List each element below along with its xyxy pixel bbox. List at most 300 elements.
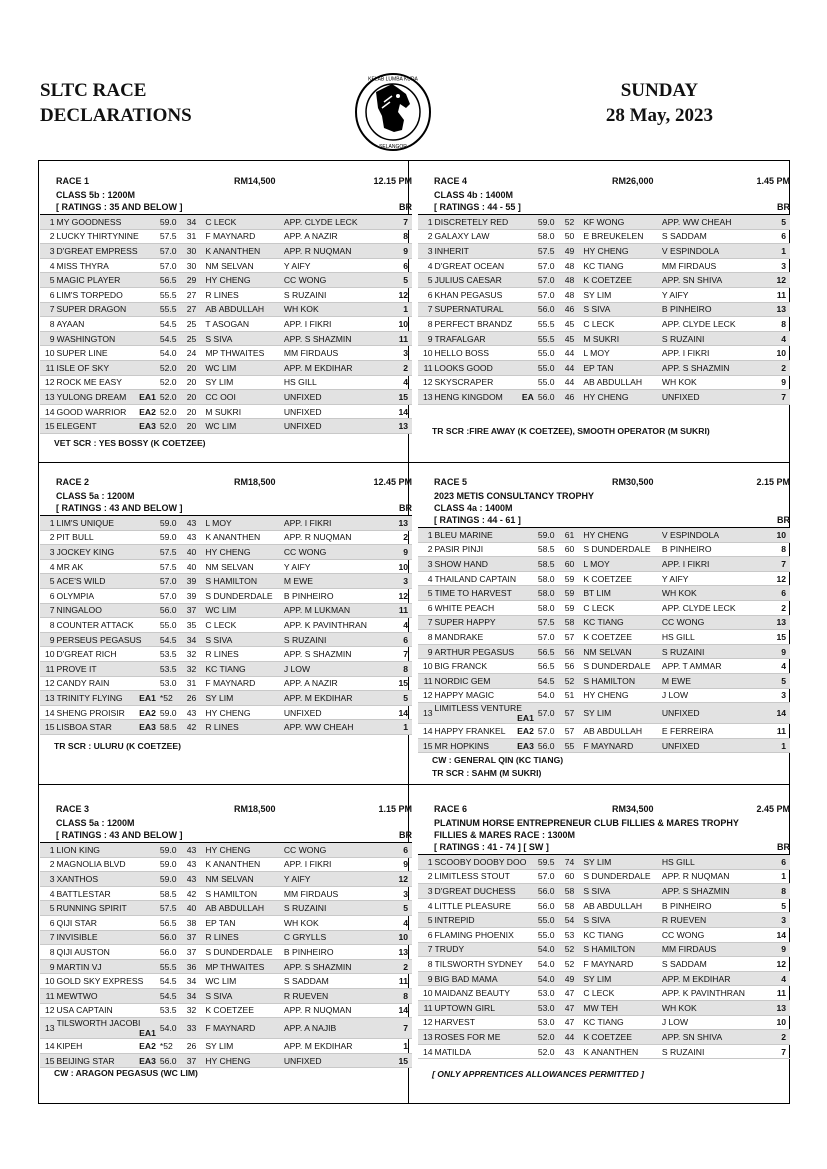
jockey: C LECK [205, 618, 284, 633]
trainer: UNFIXED [284, 1053, 387, 1068]
jockey: WC LIM [205, 974, 284, 989]
runner-number: 15 [40, 1053, 57, 1068]
weight: 56.0 [538, 898, 565, 913]
runner-row [418, 273, 790, 288]
trainer: APP. M LUKMAN [284, 603, 387, 618]
barrier: 9 [765, 375, 790, 390]
ratings-row [418, 842, 790, 854]
weight: 58.0 [538, 586, 565, 601]
rating: 39 [187, 574, 206, 589]
race-time: 2.15 PM [756, 477, 790, 487]
runner-number: 7 [40, 302, 57, 317]
jockey: AB ABDULLAH [583, 898, 662, 913]
race-title-row [40, 804, 412, 818]
race-block-6 [418, 804, 790, 1059]
rating: 37 [187, 930, 206, 945]
barrier: 10 [765, 346, 790, 361]
trainer: APP. WW CHEAH [284, 720, 387, 735]
horse-name-text: JULIUS CAESAR [434, 275, 502, 286]
jockey: HY CHENG [205, 1053, 284, 1068]
horse-name [57, 375, 160, 390]
barrier: 8 [387, 661, 412, 676]
horse-name-text: TIME TO HARVEST [434, 588, 512, 599]
weight: 59.0 [160, 705, 187, 720]
runner-row [40, 945, 412, 960]
weight: 57.5 [538, 615, 565, 630]
trainer: B PINHEIRO [662, 898, 765, 913]
jockey: NM SELVAN [205, 872, 284, 887]
rating: 47 [565, 1015, 584, 1030]
runner-number: 14 [40, 404, 57, 419]
weight: 57.0 [538, 724, 565, 739]
horse-name [57, 618, 160, 633]
weight: 59.0 [160, 516, 187, 531]
runner-row [418, 724, 790, 739]
horse-name-text: D'GREAT EMPRESS [56, 245, 138, 256]
barrier: 9 [765, 942, 790, 957]
horse-name-text: PERFECT BRANDZ [434, 318, 513, 329]
svg-text:KELAB LUMBA KUDA: KELAB LUMBA KUDA [368, 76, 418, 83]
horse-name [57, 273, 160, 288]
rating: 36 [187, 959, 206, 974]
rating: 43 [187, 530, 206, 545]
horse-name-text: ROCK ME EASY [56, 377, 122, 388]
horse-name-text: LIM'S TORPEDO [56, 289, 123, 300]
horse-name [57, 691, 160, 706]
horse-name-text: D'GREAT DUCHESS [434, 885, 516, 896]
horse-name [57, 404, 160, 419]
rating: 38 [187, 915, 206, 930]
runner-row [40, 1018, 412, 1039]
rating: 48 [565, 287, 584, 302]
barrier: 6 [765, 586, 790, 601]
race-name: RACE 6 [434, 804, 468, 814]
trainer: C GRYLLS [284, 930, 387, 945]
barrier: 1 [387, 720, 412, 735]
runner-row [40, 930, 412, 945]
trainer: V ESPINDOLA [662, 528, 765, 543]
runner-number: 3 [418, 244, 435, 259]
trainer: R RUEVEN [284, 988, 387, 1003]
emergency-acceptor-tag: EA1 [139, 692, 156, 703]
ratings-row [418, 202, 790, 214]
barrier: 3 [765, 913, 790, 928]
jockey: F MAYNARD [583, 957, 662, 972]
weight: 55.5 [160, 287, 187, 302]
barrier: 7 [765, 390, 790, 405]
rating: 54 [565, 913, 584, 928]
ratings-band: [ RATINGS : 43 AND BELOW ] [56, 503, 183, 513]
trophy-name: 2023 METIS CONSULTANCY TROPHY [434, 491, 595, 501]
rating: 27 [187, 302, 206, 317]
horse-name-text: HAPPY MAGIC [434, 690, 495, 701]
runner-number: 8 [418, 957, 435, 972]
barrier: 10 [387, 559, 412, 574]
runner-number: 14 [418, 724, 435, 739]
horse-name [435, 898, 538, 913]
rating: 25 [187, 317, 206, 332]
horse-name-text: WHITE PEACH [434, 602, 495, 613]
runner-row [418, 913, 790, 928]
horse-name-text: BIG FRANCK [434, 661, 488, 672]
runner-number: 11 [418, 673, 435, 688]
runner-number: 13 [418, 703, 435, 724]
trainer: S RUZAINI [662, 331, 765, 346]
barrier-header: BR [399, 830, 412, 840]
weight: 56.0 [160, 930, 187, 945]
runner-number: 11 [40, 661, 57, 676]
jockey: S HAMILTON [583, 673, 662, 688]
trainer: MM FIRDAUS [284, 346, 387, 361]
runner-row [40, 516, 412, 531]
runner-number: 1 [40, 843, 57, 858]
runner-row [40, 404, 412, 419]
runner-row [418, 244, 790, 259]
row-divider [38, 784, 790, 785]
weight: 55.0 [160, 618, 187, 633]
weight: 58.0 [538, 571, 565, 586]
barrier: 2 [387, 360, 412, 375]
trainer: APP. M EKDIHAR [284, 1039, 387, 1054]
horse-name [57, 215, 160, 230]
barrier: 15 [387, 676, 412, 691]
horse-name [435, 557, 538, 572]
jockey: MW TEH [583, 1000, 662, 1015]
trainer: S SADDAM [284, 974, 387, 989]
date-label: 28 May, 2023 [605, 105, 713, 126]
trainer: APP. CLYDE LECK [662, 600, 765, 615]
runner-row [40, 603, 412, 618]
rating: 33 [187, 1018, 206, 1039]
emergency-acceptor-tag: EA3 [139, 1055, 156, 1066]
document-title [40, 78, 192, 128]
jockey: C LECK [583, 986, 662, 1001]
runner-row [40, 886, 412, 901]
runner-number: 7 [418, 942, 435, 957]
barrier: 13 [387, 516, 412, 531]
jockey: HY CHENG [205, 843, 284, 858]
weight: 53.0 [538, 1015, 565, 1030]
runner-row [418, 644, 790, 659]
barrier: 2 [387, 530, 412, 545]
rating: 27 [187, 287, 206, 302]
rating: 40 [187, 545, 206, 560]
horse-name-text: LIMITLESS STOUT [434, 871, 510, 882]
race-name: RACE 1 [56, 176, 90, 186]
rating: 59 [565, 586, 584, 601]
trainer: Y AIFY [662, 571, 765, 586]
weight: 55.0 [538, 913, 565, 928]
runner-row [40, 988, 412, 1003]
horse-name [435, 331, 538, 346]
barrier: 4 [387, 915, 412, 930]
runner-number: 5 [418, 913, 435, 928]
jockey: WC LIM [205, 360, 284, 375]
barrier: 6 [765, 855, 790, 870]
trainer: B PINHEIRO [284, 588, 387, 603]
barrier: 15 [765, 630, 790, 645]
horse-name-text: CANDY RAIN [56, 678, 110, 689]
horse-name [435, 855, 538, 870]
horse-name [57, 988, 160, 1003]
weight: 56.5 [538, 659, 565, 674]
trainer: APP. S SHAZMIN [662, 360, 765, 375]
jockey: AB ABDULLAH [205, 901, 284, 916]
runner-number: 1 [418, 215, 435, 230]
trainer: APP. SN SHIVA [662, 273, 765, 288]
runner-number: 3 [418, 557, 435, 572]
jockey: HY CHENG [583, 688, 662, 703]
horse-name-text: BIG BAD MAMA [434, 973, 498, 984]
weight: 59.0 [538, 528, 565, 543]
trainer: R RUEVEN [662, 913, 765, 928]
weight: 56.0 [538, 884, 565, 899]
weight: 53.0 [160, 676, 187, 691]
rating: 59 [565, 571, 584, 586]
race-name: RACE 2 [56, 477, 90, 487]
runner-row [418, 571, 790, 586]
race-time: 1.45 PM [756, 176, 790, 186]
weight: 57.0 [538, 630, 565, 645]
emergency-acceptor-tag: EA3 [139, 722, 156, 733]
trainer: MM FIRDAUS [662, 258, 765, 273]
horse-name-text: GOLD SKY EXPRESS [56, 976, 144, 987]
jockey: S SIVA [205, 331, 284, 346]
weight: 54.0 [160, 346, 187, 361]
runner-number: 3 [40, 244, 57, 259]
barrier: 8 [765, 542, 790, 557]
runner-number: 3 [40, 872, 57, 887]
jockey: HY CHENG [205, 545, 284, 560]
ratings-row [40, 503, 412, 515]
rating: 25 [187, 331, 206, 346]
weight: 55.5 [538, 331, 565, 346]
runner-number: 8 [418, 630, 435, 645]
runner-number: 5 [40, 574, 57, 589]
trainer: J LOW [662, 1015, 765, 1030]
jockey: EP TAN [205, 915, 284, 930]
runner-row [418, 215, 790, 230]
trainer: APP. SN SHIVA [662, 1030, 765, 1045]
trainer: S SADDAM [662, 229, 765, 244]
runner-row [40, 691, 412, 706]
weight: 57.5 [160, 559, 187, 574]
horse-name-text: THAILAND CAPTAIN [434, 573, 517, 584]
horse-name-text: TILSWORTH SYDNEY [434, 958, 523, 969]
trainer: J LOW [662, 688, 765, 703]
weight: 54.0 [538, 971, 565, 986]
jockey: SY LIM [205, 375, 284, 390]
runner-row [40, 915, 412, 930]
emergency-acceptor-tag: EA2 [139, 707, 156, 718]
horse-name [57, 258, 160, 273]
barrier: 14 [387, 404, 412, 419]
runner-number: 15 [418, 738, 435, 753]
horse-name-text: TRUDY [434, 944, 465, 955]
jockey: E BREUKELEN [583, 229, 662, 244]
runner-number: 12 [40, 1003, 57, 1018]
race-class: FILLIES & MARES RACE : 1300M [434, 830, 576, 840]
weight: 55.5 [160, 959, 187, 974]
jockey: KC TIANG [205, 661, 284, 676]
barrier: 13 [765, 1000, 790, 1015]
jockey: C LECK [583, 600, 662, 615]
jockey: MP THWAITES [205, 346, 284, 361]
runner-number: 13 [418, 390, 435, 405]
rating: 60 [565, 869, 584, 884]
title-line-1: SLTC RACE [40, 80, 147, 101]
rating: 52 [565, 673, 584, 688]
runner-row [418, 542, 790, 557]
jockey: T ASOGAN [205, 317, 284, 332]
jockey: AB ABDULLAH [583, 724, 662, 739]
trainer: APP. CLYDE LECK [662, 317, 765, 332]
trainer: APP. I FIKRI [662, 346, 765, 361]
horse-name [57, 647, 160, 662]
trainer: APP. I FIKRI [662, 557, 765, 572]
runner-row [418, 884, 790, 899]
runner-number: 1 [418, 855, 435, 870]
weight: 55.5 [538, 317, 565, 332]
runner-row [418, 688, 790, 703]
rating: 31 [187, 676, 206, 691]
rating: 43 [187, 705, 206, 720]
weight: 56.0 [160, 1053, 187, 1068]
horse-name-text: ACE'S WILD [56, 576, 106, 587]
runner-row [40, 530, 412, 545]
trainer: UNFIXED [284, 705, 387, 720]
emergency-acceptor-tag: EA2 [517, 725, 534, 736]
jockey: S DUNDERDALE [583, 869, 662, 884]
horse-name-text: GALAXY LAW [434, 231, 490, 242]
rating: 47 [565, 986, 584, 1001]
weight: 54.0 [538, 957, 565, 972]
barrier: 1 [765, 244, 790, 259]
horse-name-text: AYAAN [56, 318, 85, 329]
horse-name [57, 886, 160, 901]
horse-name-text: ROSES FOR ME [434, 1031, 501, 1042]
runner-number: 9 [40, 331, 57, 346]
runner-number: 6 [40, 287, 57, 302]
trainer: M EWE [284, 574, 387, 589]
horse-name [435, 346, 538, 361]
weight: 57.0 [160, 258, 187, 273]
weight: 55.5 [160, 302, 187, 317]
weight: 57.0 [160, 244, 187, 259]
jockey: L MOY [583, 346, 662, 361]
barrier: 11 [765, 986, 790, 1001]
horse-name [435, 1000, 538, 1015]
title-line-2: DECLARATIONS [40, 105, 192, 126]
rating: 52 [565, 942, 584, 957]
runner-row [40, 720, 412, 735]
race-class: CLASS 5a : 1200M [56, 491, 135, 501]
horse-name-text: NORDIC GEM [434, 675, 491, 686]
weight: 55.0 [538, 927, 565, 942]
rating: 48 [565, 273, 584, 288]
trainer: HS GILL [662, 630, 765, 645]
rating: 32 [187, 661, 206, 676]
jockey: MP THWAITES [205, 959, 284, 974]
trainer: HS GILL [284, 375, 387, 390]
runner-number: 6 [418, 287, 435, 302]
horse-name [435, 600, 538, 615]
weight: 58.5 [538, 542, 565, 557]
weight: 55.0 [538, 346, 565, 361]
barrier: 7 [765, 1044, 790, 1059]
barrier: 14 [765, 703, 790, 724]
weight: 54.5 [160, 331, 187, 346]
rating: 59 [565, 600, 584, 615]
race-title-row [40, 176, 412, 190]
barrier-header: BR [777, 515, 790, 525]
runner-number: 1 [40, 215, 57, 230]
jockey: S SIVA [205, 632, 284, 647]
trainer: WH KOK [284, 302, 387, 317]
rating: 20 [187, 404, 206, 419]
barrier: 1 [765, 738, 790, 753]
barrier: 13 [765, 302, 790, 317]
runner-number: 4 [418, 898, 435, 913]
runner-row [418, 346, 790, 361]
prize-money: RM34,500 [612, 804, 654, 814]
jockey: KC TIANG [583, 615, 662, 630]
rating: 32 [187, 647, 206, 662]
horse-name [57, 390, 160, 405]
jockey: K COETZEE [583, 571, 662, 586]
barrier: 1 [387, 1039, 412, 1054]
rating: 43 [187, 872, 206, 887]
runner-number: 9 [40, 632, 57, 647]
trainer: UNFIXED [662, 738, 765, 753]
barrier: 15 [387, 1053, 412, 1068]
emergency-acceptor-tag: EA3 [139, 421, 156, 432]
weight: 52.0 [160, 375, 187, 390]
horse-name [435, 571, 538, 586]
weight: *52 [160, 1039, 187, 1054]
trainer: E FERREIRA [662, 724, 765, 739]
weight: 58.0 [538, 229, 565, 244]
rating: 26 [187, 691, 206, 706]
horse-name-text: SUPERNATURAL [434, 304, 504, 315]
jockey: K ANANTHEN [583, 1044, 662, 1059]
race-note: TR SCR : ULURU (K COETZEE) [54, 741, 181, 751]
barrier: 11 [765, 724, 790, 739]
trainer: V ESPINDOLA [662, 244, 765, 259]
runner-row [418, 986, 790, 1001]
runner-row [418, 703, 790, 724]
trainer: APP. A NAZIR [284, 676, 387, 691]
trainer: Y AIFY [284, 872, 387, 887]
horse-name-text: LISBOA STAR [56, 722, 112, 733]
trainer: WH KOK [662, 1000, 765, 1015]
barrier: 7 [387, 647, 412, 662]
runner-row [40, 302, 412, 317]
rating: 74 [565, 855, 584, 870]
rating: 49 [565, 971, 584, 986]
horse-name [57, 574, 160, 589]
runner-number: 7 [40, 930, 57, 945]
rating: 56 [565, 659, 584, 674]
race-block-4 [418, 477, 790, 753]
barrier: 9 [387, 545, 412, 560]
horse-name [435, 1044, 538, 1059]
rating: 42 [187, 720, 206, 735]
runners-table [40, 515, 412, 735]
horse-name [435, 542, 538, 557]
jockey: KF WONG [583, 215, 662, 230]
barrier: 10 [765, 1015, 790, 1030]
